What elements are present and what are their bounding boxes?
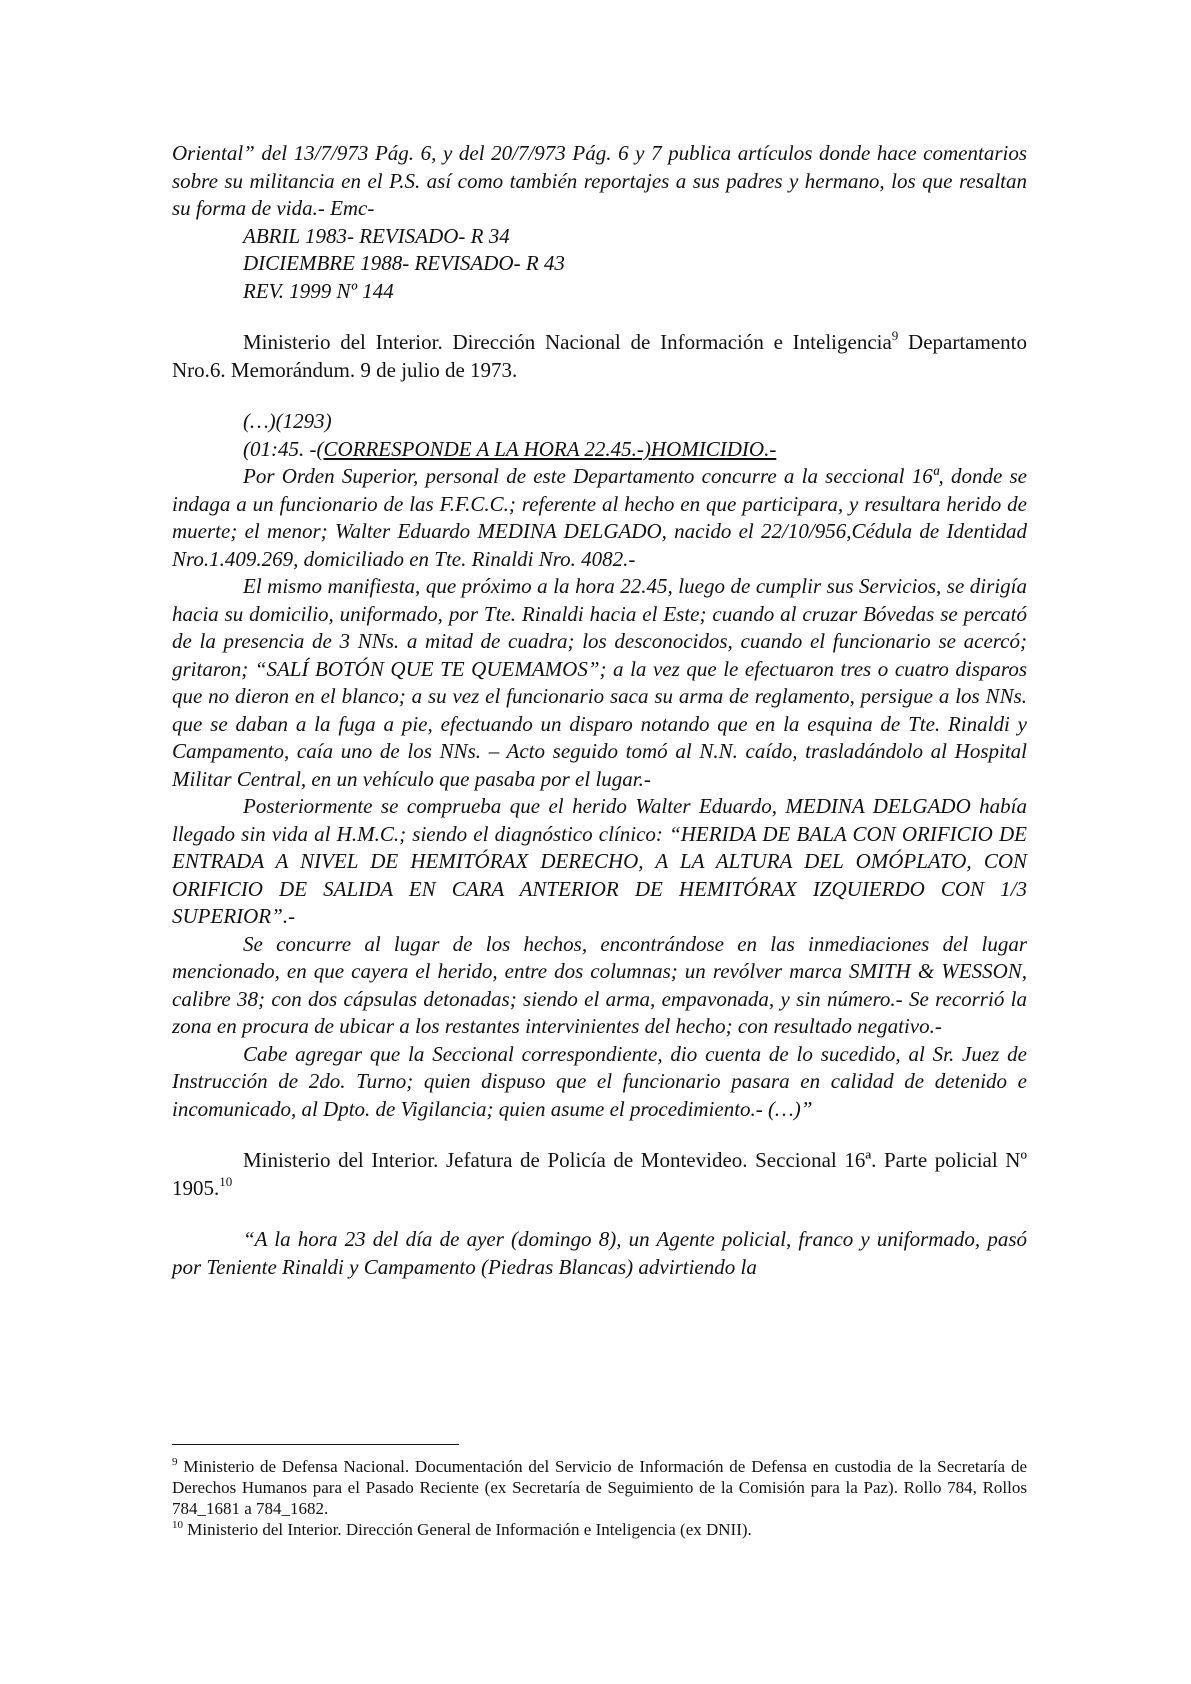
memo-paragraph: Se concurre al lugar de los hechos, encontrándose en las inmediaciones del lugar mencionado, en que cayera el herido, entre dos columnas; un revólver marca SMITH & WESSON, calibre 38; con dos cápsulas detonadas; siendo el arma, empavonada, y sin número.- Se recorrió la zona en procura de ubicar a los restantes intervinientes del hecho; con resultado negativo.- <box>172 931 1027 1038</box>
source-citation-2-text: Ministerio del Interior. Jefatura de Policía de Montevideo. Seccional 16ª. Parte policial Nº 1905. <box>172 1148 1027 1200</box>
footnote-number: 9 <box>172 1456 178 1468</box>
memo-heading-time: (01:45. -( <box>243 436 324 461</box>
memo-heading-title: CORRESPONDE A LA HORA 22.45.-)HOMICIDIO.- <box>323 436 777 461</box>
footnote-divider <box>172 1444 459 1445</box>
revision-line: DICIEMBRE 1988- REVISADO- R 43 <box>243 251 565 275</box>
source-citation-2 <box>172 1147 1027 1202</box>
spacer <box>172 1202 1027 1226</box>
source-citation-1-text: Ministerio del Interior. Dirección Nacional de Información e Inteligencia <box>243 330 892 354</box>
footnote-text: Ministerio de Defensa Nacional. Documentación del Servicio de Información de Defensa en custodia de la Secretaría de Derechos Humanos para el Pasado Reciente (ex Secretaría de Seguimiento de la Comisión para la Paz). Rollo 784, Rollos 784_1681 a 784_1682. <box>172 1457 1027 1518</box>
spacer <box>172 305 1027 329</box>
opening-paragraph: Oriental” del 13/7/973 Pág. 6, y del 20/7/973 Pág. 6 y 7 publica artículos donde hace comentarios sobre su militancia en el P.S. así como también reportajes a sus padres y hermano, los que resaltan su forma de vida.- Emc- <box>172 141 1027 220</box>
footnote-ref-9: 9 <box>891 328 899 343</box>
memo-paragraph: Cabe agregar que la Seccional correspondiente, dio cuenta de lo sucedido, al Sr. Juez de Instrucción de 2do. Turno; quien dispuso que el funcionario pasara en calidad de detenido e incomunicado, al Dpto. de Vigilancia; quien asume el procedimiento.- (…)” <box>172 1041 1027 1121</box>
footnote-number: 10 <box>172 1519 183 1531</box>
footnote <box>172 1456 1027 1519</box>
memo-paragraph: El mismo manifiesta, que próximo a la hora 22.45, luego de cumplir sus Servicios, se dirigía hacia su domicilio, uniformado, por Tte. Rinaldi hacia el Este; cuando al cruzar Bóvedas se percató de la presencia de 3 NNs. a mitad de cuadra; los desconocidos, cuando el funcionario se acercó; gritaron; “SALÍ BOTÓN QUE TE QUEMAMOS”; a la vez que le efectuaron tres o cuatro disparos que no dieron en el blanco; a su vez el funcionario saca su arma de reglamento, persigue a los NNs. que se daban a la fuga a pie, efectuando un disparo notando que en la esquina de Tte. Rinaldi y Campamento, caía uno de los NNs. – Acto seguido tomó al N.N. caído, trasladándolo al Hospital Militar Central, en un vehículo que pasaba por el lugar.- <box>172 574 1027 791</box>
spacer <box>172 384 1027 408</box>
revision-line: REV. 1999 Nº 144 <box>243 278 394 303</box>
spacer <box>172 1123 1027 1147</box>
memo-heading <box>172 436 1027 464</box>
memo-paragraph: Posteriormente se comprueba que el herido Walter Eduardo, MEDINA DELGADO había llegado sin vida al H.M.C.; siendo el diagnóstico clínico: “HERIDA DE BALA CON ORIFICIO DE ENTRADA A NIVEL DE HEMITÓRAX DERECHO, A LA ALTURA DEL OMÓPLATO, CON ORIFICIO DE SALIDA EN CARA ANTERIOR DE HEMITÓRAX IZQUIERDO CON 1/3 SUPERIOR”.- <box>172 794 1027 928</box>
memo-reference: (…)(1293) <box>243 409 332 433</box>
source-citation-1 <box>172 329 1027 384</box>
source-citation-1-detail: Departamento Nro.6. Memorándum. 9 de julio de 1973. <box>172 330 1027 382</box>
footnote <box>172 1519 1027 1540</box>
revision-line: ABRIL 1983- REVISADO- R 34 <box>243 223 510 248</box>
footnotes <box>172 1456 1027 1540</box>
memo-paragraph: Por Orden Superior, personal de este Departamento concurre a la seccional 16ª, donde se indaga a un funcionario de las F.F.C.C.; referente al hecho en que participara, y resultara herido de muerte; el menor; Walter Eduardo MEDINA DELGADO, nacido el 22/10/956,Cédula de Identidad Nro.1.409.269, domiciliado en Tte. Rinaldi Nro. 4082.- <box>172 464 1027 571</box>
police-report-paragraph: “A la hora 23 del día de ayer (domingo 8), un Agente policial, franco y uniformado, pasó por Teniente Rinaldi y Campamento (Piedras Blancas) advirtiendo la <box>172 1227 1027 1279</box>
footnote-ref-10: 10 <box>219 1173 233 1189</box>
document-body <box>172 140 1027 1281</box>
footnote-text: Ministerio del Interior. Dirección General de Información e Inteligencia (ex DNII). <box>187 1520 752 1539</box>
